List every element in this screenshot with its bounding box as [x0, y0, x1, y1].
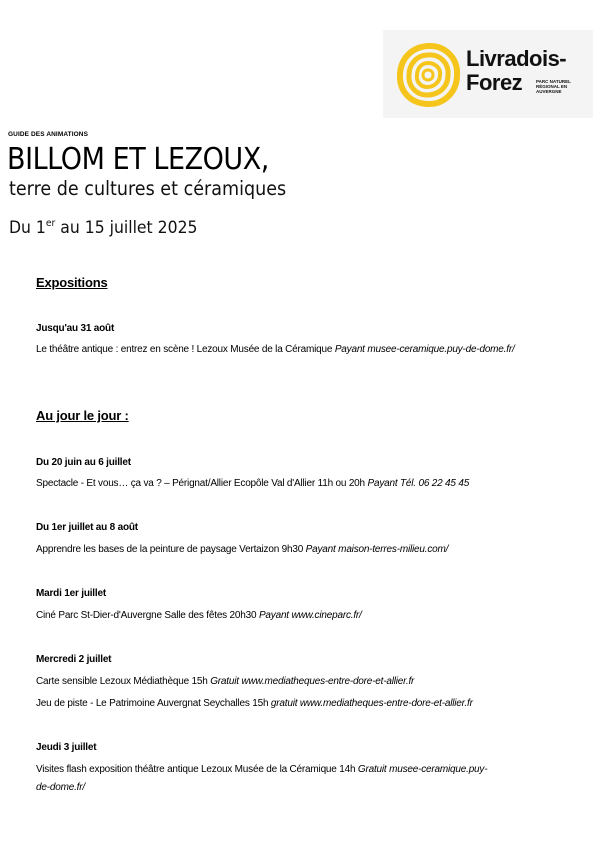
guide-kicker: GUIDE DES ANIMATIONS: [8, 131, 89, 138]
park-logo-icon: [395, 42, 461, 108]
event-info: Payant Tél. 06 22 45 45: [367, 478, 470, 489]
event-info: gratuit www.mediatheques-entre-dore-et-allier.fr: [270, 698, 473, 709]
event-date: Jeudi 3 juillet: [36, 742, 97, 753]
event-text: Jeu de piste - Le Patrimoine Auvergnat Seychalles 15h: [36, 698, 271, 709]
event-date: Mardi 1er juillet: [36, 588, 106, 599]
event-item: [36, 673, 556, 691]
event-item: [36, 475, 556, 493]
page-title: BILLOM ET LEZOUX,: [7, 142, 269, 177]
date-range-sup: er: [45, 218, 56, 229]
event-text: Le théâtre antique : entrez en scène ! Lezoux Musée de la Céramique: [36, 344, 335, 355]
logo-subtitle: PARC NATUREL RÉGIONAL EN AUVERGNE: [536, 79, 571, 94]
event-item: [36, 607, 556, 625]
section-heading-expositions: Expositions: [36, 275, 108, 290]
event-item: [36, 341, 556, 359]
event-text: Ciné Parc St-Dier-d'Auvergne Salle des fêtes 20h30: [36, 610, 259, 621]
event-date: Mercredi 2 juillet: [36, 654, 112, 665]
date-range-prefix: Du 1: [9, 218, 46, 238]
event-item: [36, 761, 496, 797]
event-text: Apprendre les bases de la peinture de paysage Vertaizon 9h30: [36, 544, 306, 555]
event-info: Payant musee-ceramique.puy-de-dome.fr/: [334, 344, 515, 355]
date-range: [9, 218, 197, 238]
event-date: Du 20 juin au 6 juillet: [36, 457, 131, 468]
event-item: [36, 695, 556, 713]
event-info: Gratuit musee-ceramique.puy-de-dome.fr/: [36, 764, 488, 793]
event-item: [36, 541, 556, 559]
section-heading-au-jour-le-jour: Au jour le jour :: [36, 408, 129, 423]
event-info: Gratuit www.mediatheques-entre-dore-et-allier.fr: [210, 676, 415, 687]
event-date: Jusqu'au 31 août: [36, 323, 115, 334]
event-info: Payant maison-terres-milieu.com/: [305, 544, 449, 555]
event-text: Visites flash exposition théâtre antique Lezoux Musée de la Céramique 14h: [36, 764, 358, 775]
logo-text-line1: Livradois-: [466, 46, 567, 71]
event-info: Payant www.cineparc.fr/: [258, 610, 362, 621]
date-range-suffix: au 15 juillet 2025: [55, 218, 198, 238]
event-text: Carte sensible Lezoux Médiathèque 15h: [36, 676, 211, 687]
page-subtitle: terre de cultures et céramiques: [9, 177, 287, 200]
logo-text-line2: Forez: [466, 70, 523, 95]
event-text: Spectacle - Et vous… ça va ? – Pérignat/Allier Ecopôle Val d'Allier 11h ou 20h: [36, 478, 368, 489]
event-date: Du 1er juillet au 8 août: [36, 522, 138, 533]
